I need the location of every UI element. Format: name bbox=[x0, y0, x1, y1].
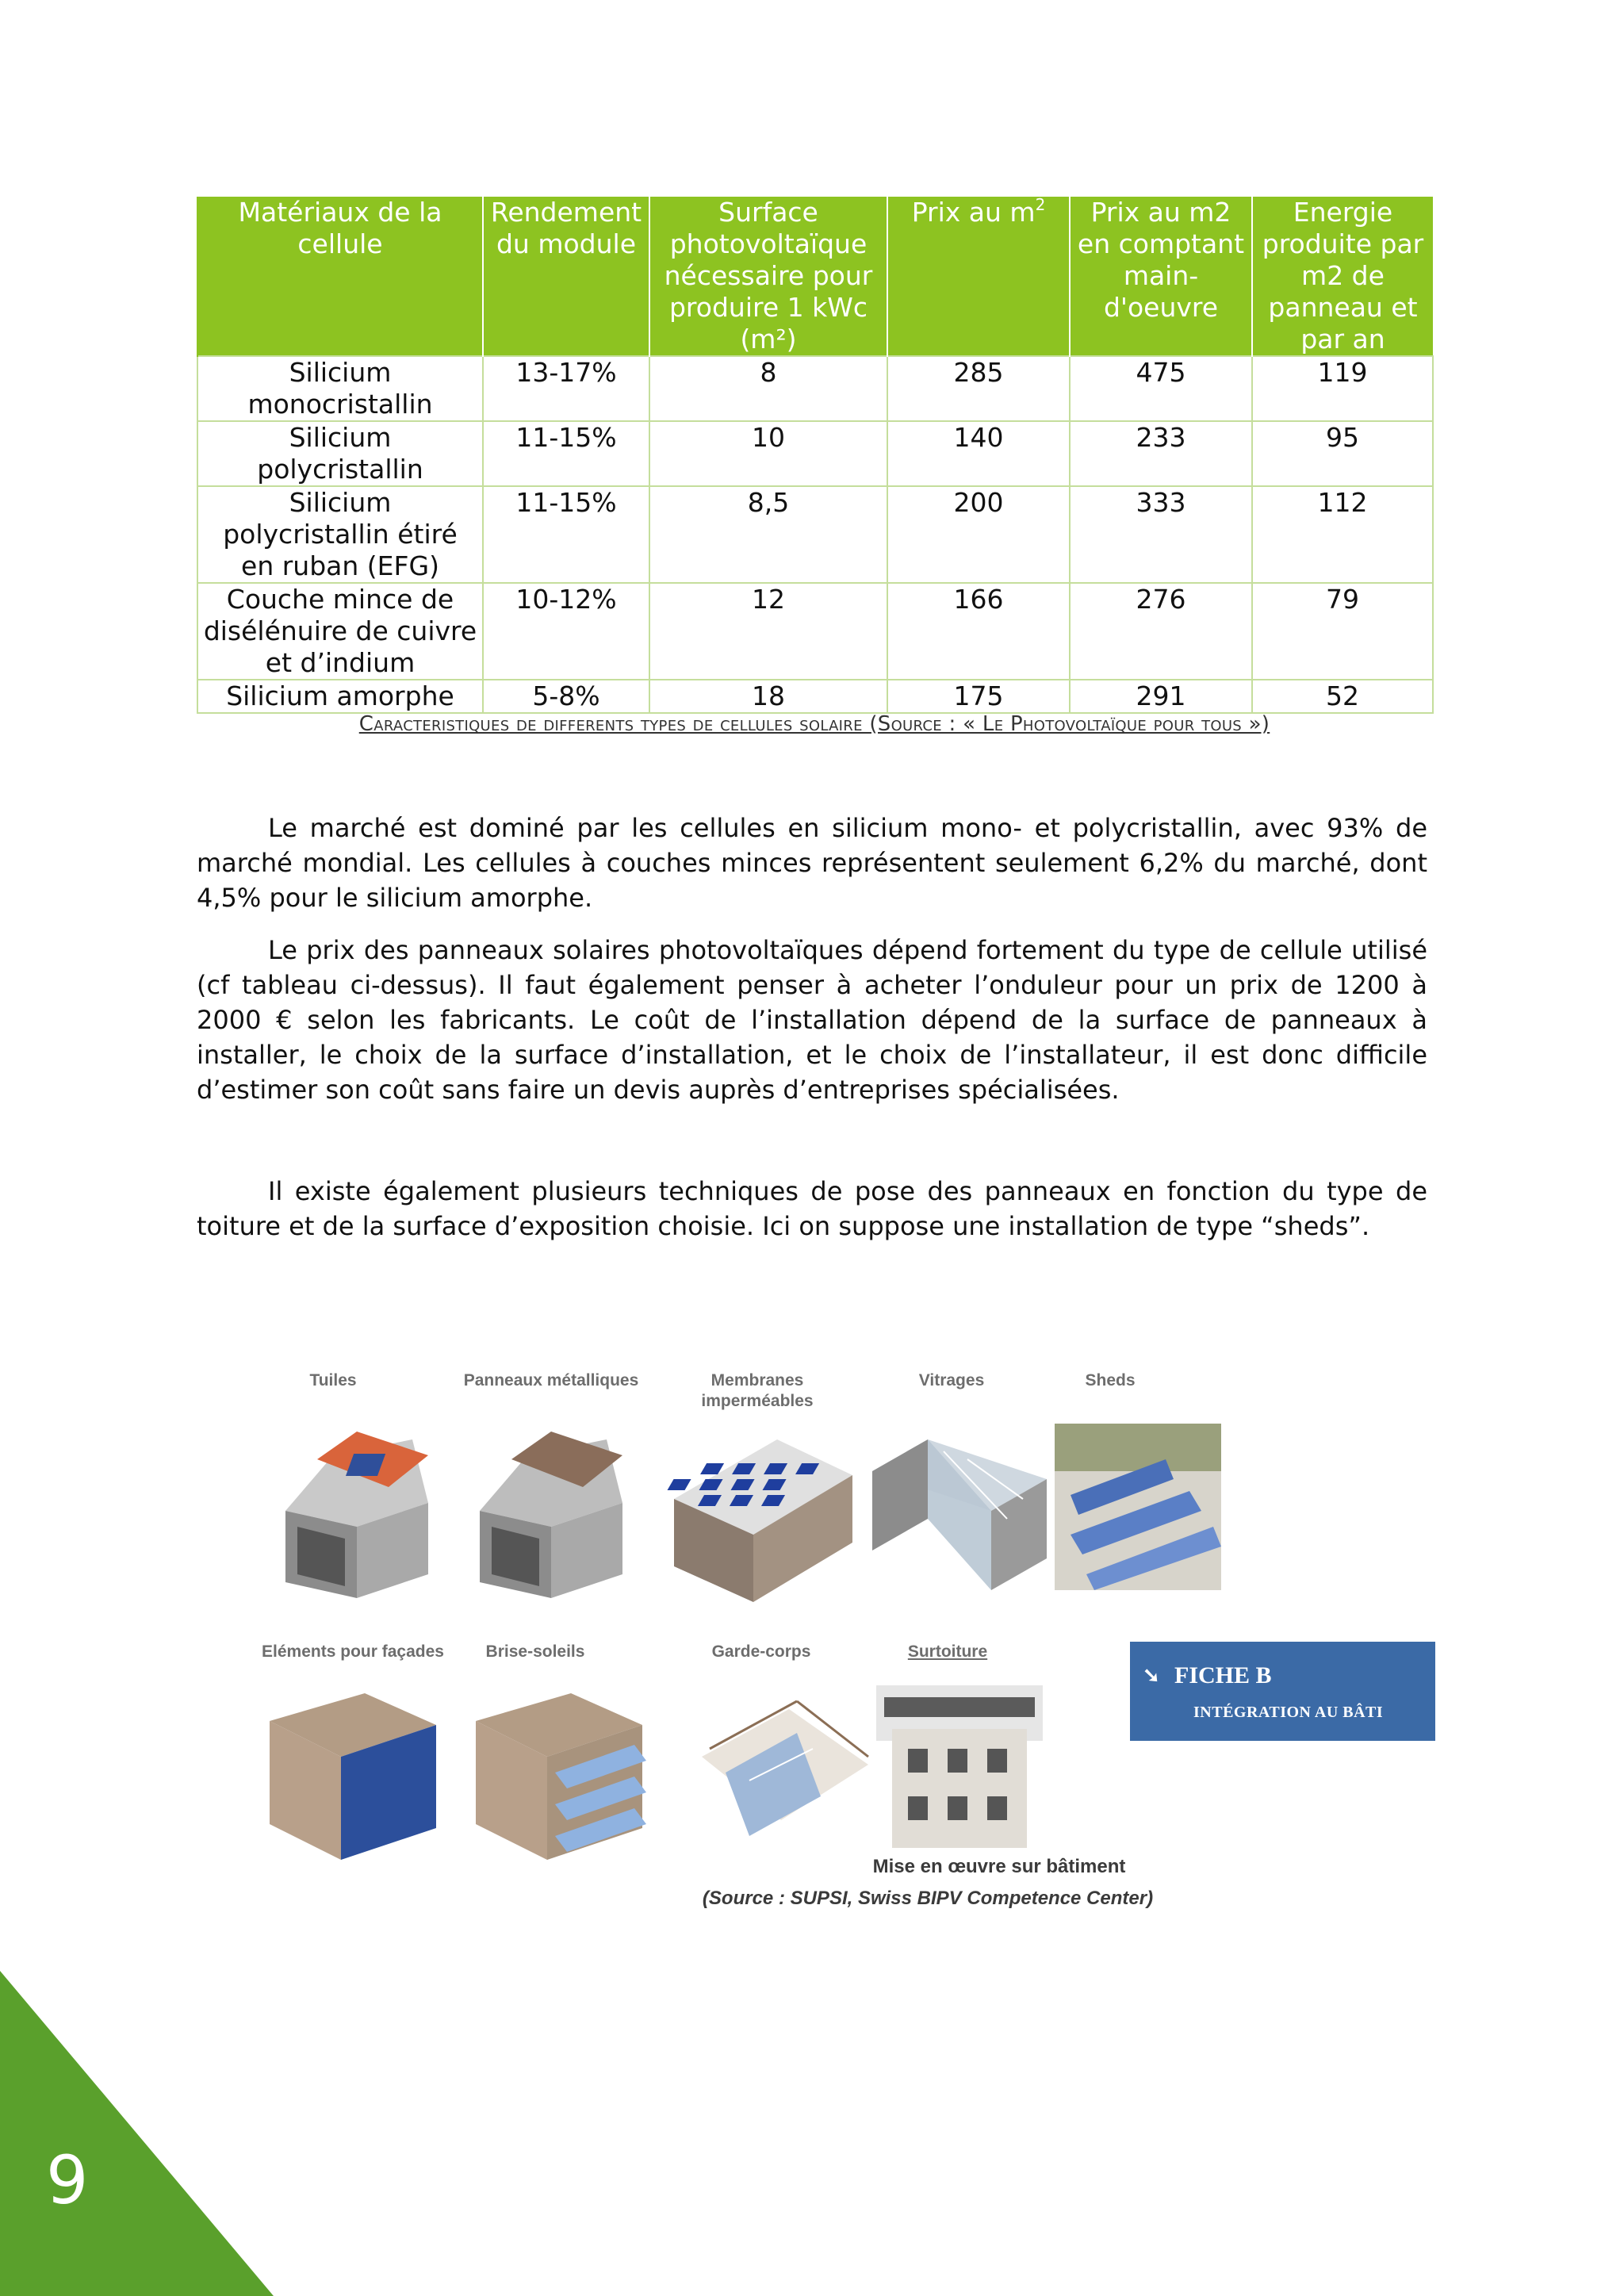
table-cell: 112 bbox=[1252, 486, 1433, 583]
fiche-b-banner bbox=[1130, 1642, 1435, 1741]
label-membranes: Membranes imperméables bbox=[701, 1371, 814, 1410]
label-vitrages: Vitrages bbox=[918, 1371, 985, 1389]
table-cell: Silicium monocristallin bbox=[197, 356, 483, 421]
table-cell: 8 bbox=[649, 356, 887, 421]
corner-triangle bbox=[0, 1971, 274, 2296]
table-cell: 285 bbox=[887, 356, 1070, 421]
header-prix-main-oeuvre: Prix au m2 en comptant main-d'oeuvre bbox=[1070, 197, 1252, 356]
table-cell: 175 bbox=[887, 680, 1070, 713]
page-number: 9 bbox=[46, 2141, 89, 2219]
membranes-illustration bbox=[666, 1424, 856, 1606]
paragraph-price: Le prix des panneaux solaires photovoltaïques dépend fortement du type de cellule utilisé (cf tableau ci-dessus). Il faut également penser à acheter l’onduleur pour un prix de 1200 à 2000 € selon les fabricants. Le coût de l’installation dépend de la surface de panneaux à installer, le choix de la surface d’installation, et le choix de l’installateur, il est donc difficile d’estimer son coût sans faire un devis auprès d’entreprises spécialisées. bbox=[197, 935, 1427, 1105]
table-cell: 52 bbox=[1252, 680, 1433, 713]
table-cell: 166 bbox=[887, 583, 1070, 680]
label-sheds: Sheds bbox=[1085, 1371, 1136, 1389]
paragraph-market: Le marché est dominé par les cellules en silicium mono- et polycristallin, avec 93% de marché mondial. Les cellules à couches minces représentent seulement 6,2% du marché, dont 4,5% pour le silicium amorphe. bbox=[197, 813, 1427, 913]
header-materiaux: Matériaux de la cellule bbox=[197, 197, 483, 356]
figure-caption-title: Mise en œuvre sur bâtiment bbox=[872, 1856, 1126, 1877]
bipv-integration-figure bbox=[238, 1348, 1435, 1927]
brise-soleils-illustration bbox=[460, 1685, 650, 1868]
label-garde-corps: Garde-corps bbox=[711, 1642, 811, 1661]
table-cell: 5-8% bbox=[483, 680, 649, 713]
table-row bbox=[197, 421, 1433, 486]
header-prix-m2: Prix au $m^2$ bbox=[887, 197, 1070, 356]
table-cell: Couche mince de disélénuire de cuivre et d’indium bbox=[197, 583, 483, 680]
facade-elements-illustration bbox=[254, 1685, 444, 1868]
table-cell: Silicium polycristallin étiré en ruban (EFG) bbox=[197, 486, 483, 583]
sheds-illustration bbox=[1055, 1424, 1221, 1606]
table-row bbox=[197, 356, 1433, 421]
label-elements-facades: Eléments pour façades bbox=[262, 1642, 444, 1661]
fiche-title: FICHE B bbox=[1174, 1662, 1272, 1688]
table-caption: Caracteristiques de differents types de cellules solaire (Source : « Le Photovoltaïque pour tous ») bbox=[358, 712, 1270, 736]
table-cell: 276 bbox=[1070, 583, 1252, 680]
table-cell: 79 bbox=[1252, 583, 1433, 680]
header-surface: Surface photovoltaïque nécessaire pour produire 1 kWc (m²) bbox=[649, 197, 887, 356]
table-cell: Silicium polycristallin bbox=[197, 421, 483, 486]
table-header-row bbox=[197, 197, 1433, 356]
table-cell: 291 bbox=[1070, 680, 1252, 713]
label-surtoiture: Surtoiture bbox=[907, 1642, 988, 1661]
paragraph-techniques: Il existe également plusieurs techniques de pose des panneaux en fonction du type de toiture et de la surface d’exposition choisie. Ici on suppose une installation de type “sheds”. bbox=[197, 1176, 1427, 1241]
fiche-subtitle: INTÉGRATION AU BÂTI bbox=[1193, 1704, 1384, 1721]
table-cell: 11-15% bbox=[483, 486, 649, 583]
label-tuiles: Tuiles bbox=[309, 1371, 357, 1389]
table-cell: 13-17% bbox=[483, 356, 649, 421]
table-cell: 12 bbox=[649, 583, 887, 680]
label-brise-soleils: Brise-soleils bbox=[485, 1642, 585, 1661]
metal-panels-house-illustration bbox=[464, 1424, 638, 1606]
vitrages-illustration bbox=[864, 1424, 1055, 1606]
surtoiture-building-illustration bbox=[876, 1685, 1043, 1860]
cell-types-table bbox=[197, 197, 1434, 714]
table-cell: 200 bbox=[887, 486, 1070, 583]
table-cell: 8,5 bbox=[649, 486, 887, 583]
arrow-icon: ➘ bbox=[1143, 1664, 1160, 1687]
table-cell: 11-15% bbox=[483, 421, 649, 486]
table-cell: 233 bbox=[1070, 421, 1252, 486]
label-panneaux-metalliques: Panneaux métalliques bbox=[463, 1371, 639, 1389]
tuiles-house-illustration bbox=[270, 1424, 444, 1606]
table-cell: Silicium amorphe bbox=[197, 680, 483, 713]
table-cell: 10-12% bbox=[483, 583, 649, 680]
table-cell: 18 bbox=[649, 680, 887, 713]
table-cell: 10 bbox=[649, 421, 887, 486]
table-row bbox=[197, 680, 1433, 713]
table-row bbox=[197, 486, 1433, 583]
figure-caption-source: (Source : SUPSI, Swiss BIPV Competence Center) bbox=[702, 1888, 1154, 1909]
table-cell: 475 bbox=[1070, 356, 1252, 421]
table-cell: 333 bbox=[1070, 486, 1252, 583]
table-cell: 140 bbox=[887, 421, 1070, 486]
table-row bbox=[197, 583, 1433, 680]
header-rendement: Rendement du module bbox=[483, 197, 649, 356]
table-cell: 119 bbox=[1252, 356, 1433, 421]
header-energie: Energie produite par m2 de panneau et par an bbox=[1252, 197, 1433, 356]
garde-corps-illustration bbox=[694, 1685, 876, 1868]
table-cell: 95 bbox=[1252, 421, 1433, 486]
